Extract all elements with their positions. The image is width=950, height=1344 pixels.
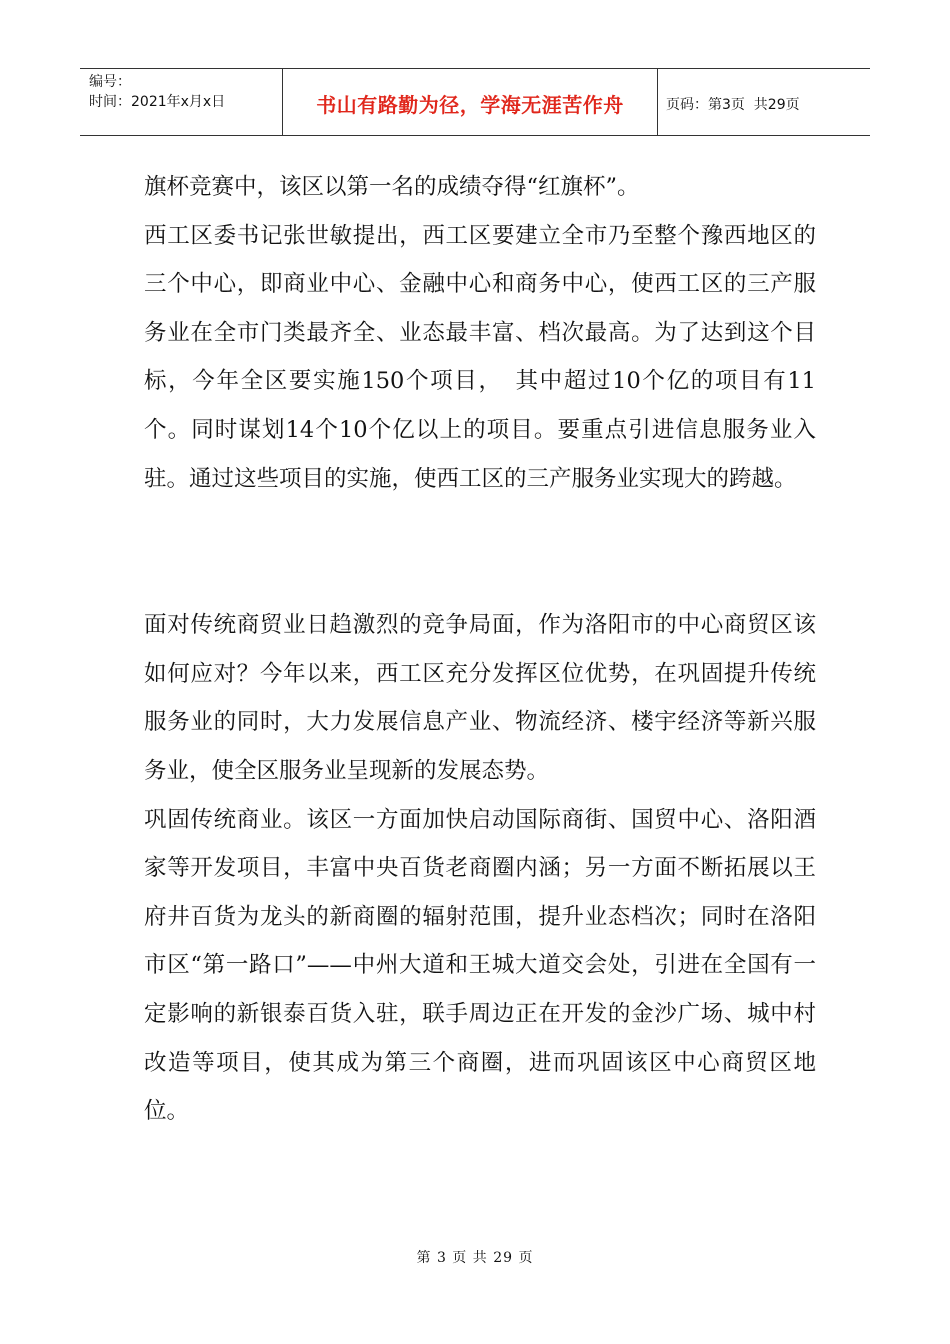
page-header [80,68,870,136]
document-body [144,163,816,1136]
page-info-text: 页码：第3页 共29页 [666,96,800,113]
header-page-info [658,69,870,135]
paragraph: 旗杯竞赛中，该区以第一名的成绩夺得“红旗杯”。 [144,174,640,200]
footer-page-number: 第 3 页 共 29 页 [416,1250,534,1266]
header-motto [283,69,658,135]
document-date: 时间：2021年x月x日 [89,94,226,110]
document-number-label: 编号： [89,74,131,90]
paragraph: 巩固传统商业。该区一方面加快启动国际商街、国贸中心、洛阳酒家等开发项目，丰富中央百货老商圈内涵；另一方面不断拓展以王府井百货为龙头的新商圈的辐射范围，提升业态档次；同时在洛阳市区“第一路口”——中州大道和王城大道交会处，引进在全国有一定影响的新银泰百货入驻，联手周边正在开发的金沙广场、城中村改造等项目，使其成为第三个商圈，进而巩固该区中心商贸区地位。 [144,806,816,1125]
header-meta [80,69,283,135]
paragraph: 面对传统商贸业日趋激烈的竞争局面，作为洛阳市的中心商贸区该如何应对？今年以来，西工区充分发挥区位优势，在巩固提升传统服务业的同时，大力发展信息产业、物流经济、楼宇经济等新兴服务业，使全区服务业呈现新的发展态势。 [144,612,816,784]
motto-text: 书山有路勤为径，学海无涯苦作舟 [316,93,624,117]
paragraph: 西工区委书记张世敏提出，西工区要建立全市乃至整个豫西地区的三个中心，即商业中心、金融中心和商务中心，使西工区的三产服务业在全市门类最齐全、业态最丰富、档次最高。为了达到这个目标，今年全区要实施150个项目， 其中超过10个亿的项目有11个。同时谋划14个10个亿以上的项目。要重点引进信息服务业入驻。通过这些项目的实施，使西工区的三产服务业实现大的跨越。 [144,222,816,492]
page-footer [0,1247,950,1267]
paragraph-spacer [144,503,816,601]
